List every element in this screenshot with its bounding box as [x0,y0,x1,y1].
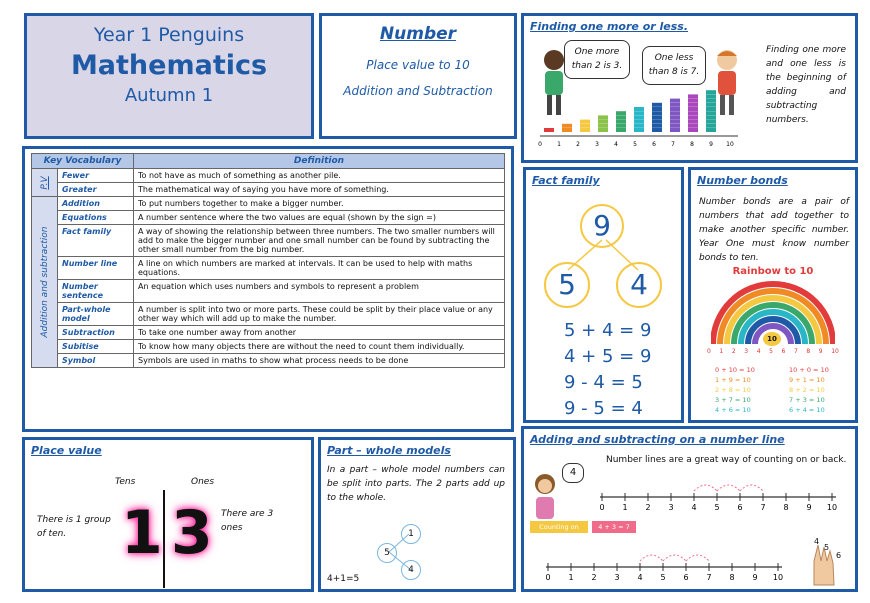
term-name: Autumn 1 [124,85,214,106]
bond-item: 9 + 1 = 10 [789,376,825,384]
girl-speech-bubble: 4 [562,463,584,483]
number-line-label: 4 [691,503,697,512]
tick-label: 8 [690,141,694,148]
vocab-row [32,211,505,225]
finger-label: 5 [824,543,830,552]
column-header-definition: Definition [134,154,505,169]
vocab-definition: A number is split into two or more parts. These could be split by their place value or any other way which will add up to make the number. [134,303,505,326]
vocab-term: Number line [58,257,134,280]
tens-label: Tens [115,477,136,487]
counting-cube [688,120,698,124]
column-header-term: Key Vocabulary [32,154,134,169]
counting-cube [706,120,716,124]
bond-item: 0 + 10 = 10 [715,366,755,374]
counting-cube [688,115,698,119]
counting-cube [598,120,608,124]
number-line-label: 7 [760,503,766,512]
jump-arc [640,555,663,561]
counting-cube [688,107,698,111]
counting-cube [616,124,626,128]
tens-digit: 1 [121,498,163,568]
place-value-heading: Place value [31,444,102,457]
counting-cube [706,111,716,115]
counting-cube [652,124,662,128]
vocab-row [32,183,505,197]
vocab-row [32,257,505,280]
bond-item: 3 + 7 = 10 [715,396,751,404]
counting-equation: 4 + 3 = 7 [592,521,636,533]
vocab-row [32,280,505,303]
rainbow-ticks [707,348,839,355]
counting-cubes [538,88,748,148]
vocab-definition: The mathematical way of saying you have more of something. [134,183,505,197]
counting-cube [688,111,698,115]
vocab-term: Fewer [58,169,134,183]
fact-family-equation: 9 - 4 = 5 [564,372,643,393]
number-line-label: 5 [660,573,666,582]
place-value-panel [22,437,314,592]
number-line-label: 1 [568,573,574,582]
counting-cube [688,128,698,132]
number-line-label: 6 [683,573,689,582]
counting-cube [688,94,698,98]
tick-label: 6 [652,141,656,148]
counting-cube [580,120,590,124]
counting-cube [634,111,644,115]
part-whole-panel [318,437,516,592]
number-heading: Number [379,24,457,44]
number-line-label: 2 [591,573,597,582]
tens-description: There is 1 group of ten. [37,515,111,539]
ones-digit: 3 [171,498,213,568]
number-line-label: 0 [545,573,551,582]
topic-add-sub: Addition and Subtraction [343,84,493,98]
counting-cube [580,128,590,132]
vocab-term: Greater [58,183,134,197]
vocab-definition: To put numbers together to make a bigger number. [134,197,505,211]
fact-family-right: 4 [616,262,662,308]
jump-arc [663,555,686,561]
tick-label: 0 [538,141,542,148]
bond-item: 2 + 8 = 10 [715,386,751,394]
part-whole-equation: 4+1=5 [327,574,360,584]
number-line-label: 10 [772,573,784,582]
vocabulary-panel [22,146,514,432]
rainbow-tick: 4 [756,348,761,355]
vocab-row [32,225,505,257]
number-line-top [596,477,846,513]
fact-family-equations [564,318,651,422]
rainbow-tick: 5 [769,348,773,355]
tick-label: 9 [709,141,713,148]
rainbow-tick: 8 [806,348,811,355]
vocab-term: Number sentence [58,280,134,303]
one-more-less-panel [521,13,858,163]
rainbow-tick: 6 [781,348,786,355]
counting-cube [652,107,662,111]
bond-item: 1 + 9 = 10 [715,376,751,384]
one-more-less-text: Finding one more and one less is the beginning of adding and subtracting numbers. [766,45,846,125]
fact-family-heading: Fact family [532,174,600,187]
vocabulary-table [31,153,505,368]
number-line-panel [521,426,858,592]
counting-cube [634,128,644,132]
rainbow-tick: 9 [818,348,823,355]
vocab-definition: Symbols are used in maths to show what process needs to be done [134,354,505,368]
counting-cube [706,90,716,94]
counting-cube [670,103,680,107]
counting-cube [652,115,662,119]
number-line-label: 1 [622,503,628,512]
vocab-definition: To know how many objects there are without the need to count them individually. [134,340,505,354]
jump-arc [717,485,740,491]
tick-label: 3 [595,141,599,148]
counting-cube [562,128,572,132]
tick-label: 2 [576,141,580,148]
bond-item: 10 + 0 = 10 [789,366,829,374]
rainbow-tick: 2 [731,348,736,355]
counting-cube [634,124,644,128]
rainbow-tick: 3 [744,348,749,355]
counting-cube [652,111,662,115]
group-label-text: Addition and subtraction [39,226,50,338]
girl-figure-icon [530,471,560,521]
number-panel [319,13,517,139]
counting-cube [670,107,680,111]
one-more-less-heading: Finding one more or less. [530,20,689,33]
tick-label: 1 [557,141,561,148]
whole-circle: 5 [377,543,397,563]
number-bonds-text: Number bonds are a pair of numbers that add together to make another specific number. Year One must know number bonds to ten. [699,197,849,263]
topic-place-value: Place value to 10 [366,58,470,72]
part-circle-2: 4 [401,560,421,580]
title-panel [24,13,314,139]
place-value-divider [163,490,165,588]
rainbow-tick: 7 [793,348,798,355]
counting-cube [688,103,698,107]
vocab-row [32,169,505,183]
finger-label: 4 [814,537,820,546]
counting-cube [706,94,716,98]
speech-bubble-one-more: One more than 2 is 3. [564,40,630,79]
rainbow-center: 10 [763,332,781,346]
counting-cube [670,120,680,124]
fact-family-equation: 4 + 5 = 9 [564,346,652,367]
counting-cube [688,99,698,103]
bond-list-right [789,365,829,415]
subject-title: Mathematics [70,50,268,81]
number-line-label: 9 [752,573,758,582]
speech-bubble-one-less: One less than 8 is 7. [642,46,706,85]
number-bonds-heading: Number bonds [697,174,788,187]
vocab-row [32,197,505,211]
vocab-definition: An equation which uses numbers and symbols to represent a problem [134,280,505,303]
group-label-pv [32,169,58,197]
rainbow-tick: 1 [719,348,724,355]
counting-cube [670,115,680,119]
counting-cube [598,115,608,119]
fact-family-equation: 9 - 5 = 4 [564,398,643,419]
counting-cube [616,115,626,119]
rainbow-tick: 0 [707,348,711,355]
vocab-term: Fact family [58,225,134,257]
class-name: Year 1 Penguins [93,24,245,46]
counting-cube [688,124,698,128]
tick-label: 4 [614,141,618,148]
part-whole-text: In a part – whole model numbers can be split into parts. The 2 parts add up to the whole. [327,465,505,503]
counting-cube [706,99,716,103]
vocab-term: Symbol [58,354,134,368]
tick-label: 7 [671,141,675,148]
finger-label: 6 [836,551,842,560]
vocab-definition: A line on which numbers are marked at intervals. It can be used to help with maths equations. [134,257,505,280]
number-line-label: 7 [706,573,712,582]
counting-cube [616,111,626,115]
vocab-term: Subitise [58,340,134,354]
counting-cube [598,128,608,132]
vocab-row [32,340,505,354]
number-line-label: 8 [783,503,789,512]
counting-cube [706,128,716,132]
vocab-definition: A way of showing the relationship between three numbers. The two smaller numbers will add to make the bigger number and one small number can be found by subtracting the other small number from the big number. [134,225,505,257]
rainbow-title: Rainbow to 10 [732,266,814,277]
vocab-term: Addition [58,197,134,211]
number-line-label: 9 [806,503,812,512]
jump-arc [740,485,763,491]
counting-cube [634,107,644,111]
number-line-label: 3 [668,503,674,512]
vocab-row [32,326,505,340]
counting-on-label: Counting on [530,521,588,533]
counting-cube [634,115,644,119]
vocab-row [32,303,505,326]
bond-item: 6 + 4 = 10 [789,406,825,414]
vocab-term: Part-whole model [58,303,134,326]
rainbow-tick: 10 [831,348,839,355]
number-line-label: 8 [729,573,735,582]
number-line-heading: Adding and subtracting on a number line [530,433,785,446]
counting-cube [652,120,662,124]
counting-cube [580,124,590,128]
counting-cube [634,120,644,124]
bond-item: 4 + 6 = 10 [715,406,751,414]
counting-cube [706,107,716,111]
vocab-term: Subtraction [58,326,134,340]
fact-family-top: 9 [580,204,624,248]
part-circle-1: 1 [401,524,421,544]
number-bonds-panel [688,167,858,423]
vocab-definition: To take one number away from another [134,326,505,340]
jump-arc [694,485,717,491]
counting-cube [670,128,680,132]
vocab-definition: To not have as much of something as another pile. [134,169,505,183]
number-line-label: 10 [826,503,838,512]
counting-cube [562,124,572,128]
number-line-label: 6 [737,503,743,512]
number-line-label: 3 [614,573,620,582]
fact-family-left: 5 [544,262,590,308]
vocab-term: Equations [58,211,134,225]
bond-list-left [715,365,755,415]
number-line-label: 2 [645,503,651,512]
counting-cube [598,124,608,128]
number-line-label: 5 [714,503,720,512]
counting-cube [706,115,716,119]
bond-item: 7 + 3 = 10 [789,396,825,404]
counting-cube [616,128,626,132]
vocab-row [32,354,505,368]
counting-cube [652,103,662,107]
number-line-label: 0 [599,503,605,512]
group-label-text: P.V [39,175,50,190]
counting-cube [616,120,626,124]
counting-cube [706,103,716,107]
number-line-text: Number lines are a great way of counting on or back. [606,455,847,465]
ones-description: There are 3 ones [221,509,274,533]
counting-cube [670,111,680,115]
bond-item: 8 + 2 = 10 [789,386,825,394]
fact-family-panel [523,167,684,423]
counting-cube [706,124,716,128]
jump-arc [686,555,709,561]
tick-label: 5 [633,141,637,148]
ones-label: Ones [191,477,215,487]
number-line-bottom [542,547,792,583]
part-whole-heading: Part – whole models [327,444,451,457]
counting-cube [652,128,662,132]
fact-family-equation: 5 + 4 = 9 [564,320,652,341]
tick-label: 10 [726,141,734,148]
number-line-label: 4 [637,573,643,582]
group-label-addition [32,197,58,368]
vocab-definition: A number sentence where the two values are equal (shown by the sign =) [134,211,505,225]
counting-cube [670,99,680,103]
counting-cube [544,128,554,132]
counting-cube [670,124,680,128]
